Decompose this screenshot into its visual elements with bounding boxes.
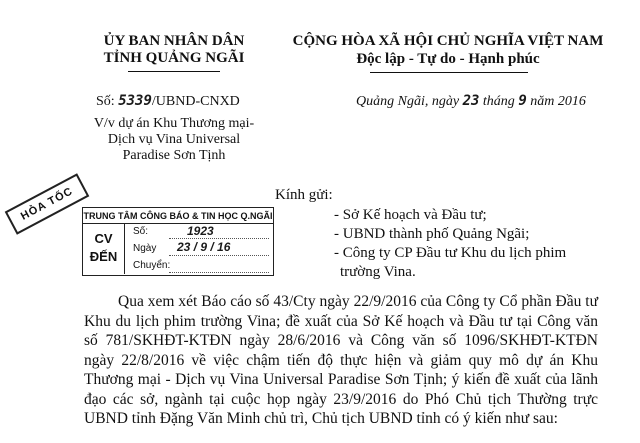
issuer-name: ỦY BAN NHÂN DÂN	[103, 33, 245, 49]
place-date: Quảng Ngãi, ngày 23 tháng 9 năm 2016	[356, 93, 586, 109]
recipient-item: - Công ty CP Đầu tư Khu du lịch phim	[334, 245, 567, 261]
issuer-province: TỈNH QUẢNG NGÃI	[103, 50, 245, 66]
urgent-stamp: HỎA TỐC	[5, 173, 90, 234]
stamp-so-label: Số:	[133, 226, 149, 237]
document-number: Số: 5339/UBND-CNXD	[96, 93, 240, 109]
national-motto: Độc lập - Tự do - Hạnh phúc	[356, 51, 540, 67]
stamp-so-value: 1923	[187, 224, 214, 238]
received-stamp	[82, 223, 274, 276]
handwritten-day: 23	[462, 93, 480, 109]
stamp-chuyen-label: Chuyển:	[133, 260, 171, 271]
recipient-item: - UBND thành phố Quảng Ngãi;	[334, 226, 530, 242]
received-stamp-header: TRUNG TÂM CÔNG BÁO & TIN HỌC Q.NGÃI	[82, 207, 274, 224]
body-paragraph: Qua xem xét Báo cáo số 43/Cty ngày 22/9/2016 của Công ty Cổ phần Đầu tư Khu du lịch phim trường Vina; đề xuất của Sở Kế hoạch và Đầu tư tại Công văn số 781/SKHĐT-KTĐN ngày 28/6/2016 và Công văn số 1096/SKHĐT-KTĐN ngày 22/8/2016 về việc chậm tiến độ thực hiện và giảm quy mô dự án Khu Thương mại - Dịch vụ Vina Universal Paradise Sơn Tịnh; ý kiến đề xuất của lãnh đạo các sở, ngành tại cuộc họp ngày 23/9/2016 do Phó Chủ tịch Thường trực UBND tỉnh Đặng Văn Minh chủ trì, Chủ tịch UBND tỉnh có ý kiến như sau:	[84, 293, 598, 427]
stamp-cv-den: CV ĐẾN	[83, 224, 125, 274]
recipient-item: - Sở Kế hoạch và Đầu tư;	[334, 207, 487, 223]
stamp-ngay-label: Ngày	[133, 243, 157, 254]
motto-underline	[370, 72, 528, 73]
recipient-item: trường Vina.	[340, 264, 416, 280]
handwritten-number: 5339	[118, 93, 152, 109]
document-subject: V/v dự án Khu Thương mại- Dịch vụ Vina Universal Paradise Sơn Tịnh	[93, 116, 255, 163]
handwritten-month: 9	[518, 93, 527, 109]
national-title: CỘNG HÒA XÃ HỘI CHỦ NGHĨA VIỆT NAM	[292, 33, 604, 49]
stamp-ngay-value: 23 / 9 / 16	[177, 240, 231, 254]
issuer-underline	[128, 71, 220, 72]
greeting: Kính gửi:	[275, 187, 333, 203]
